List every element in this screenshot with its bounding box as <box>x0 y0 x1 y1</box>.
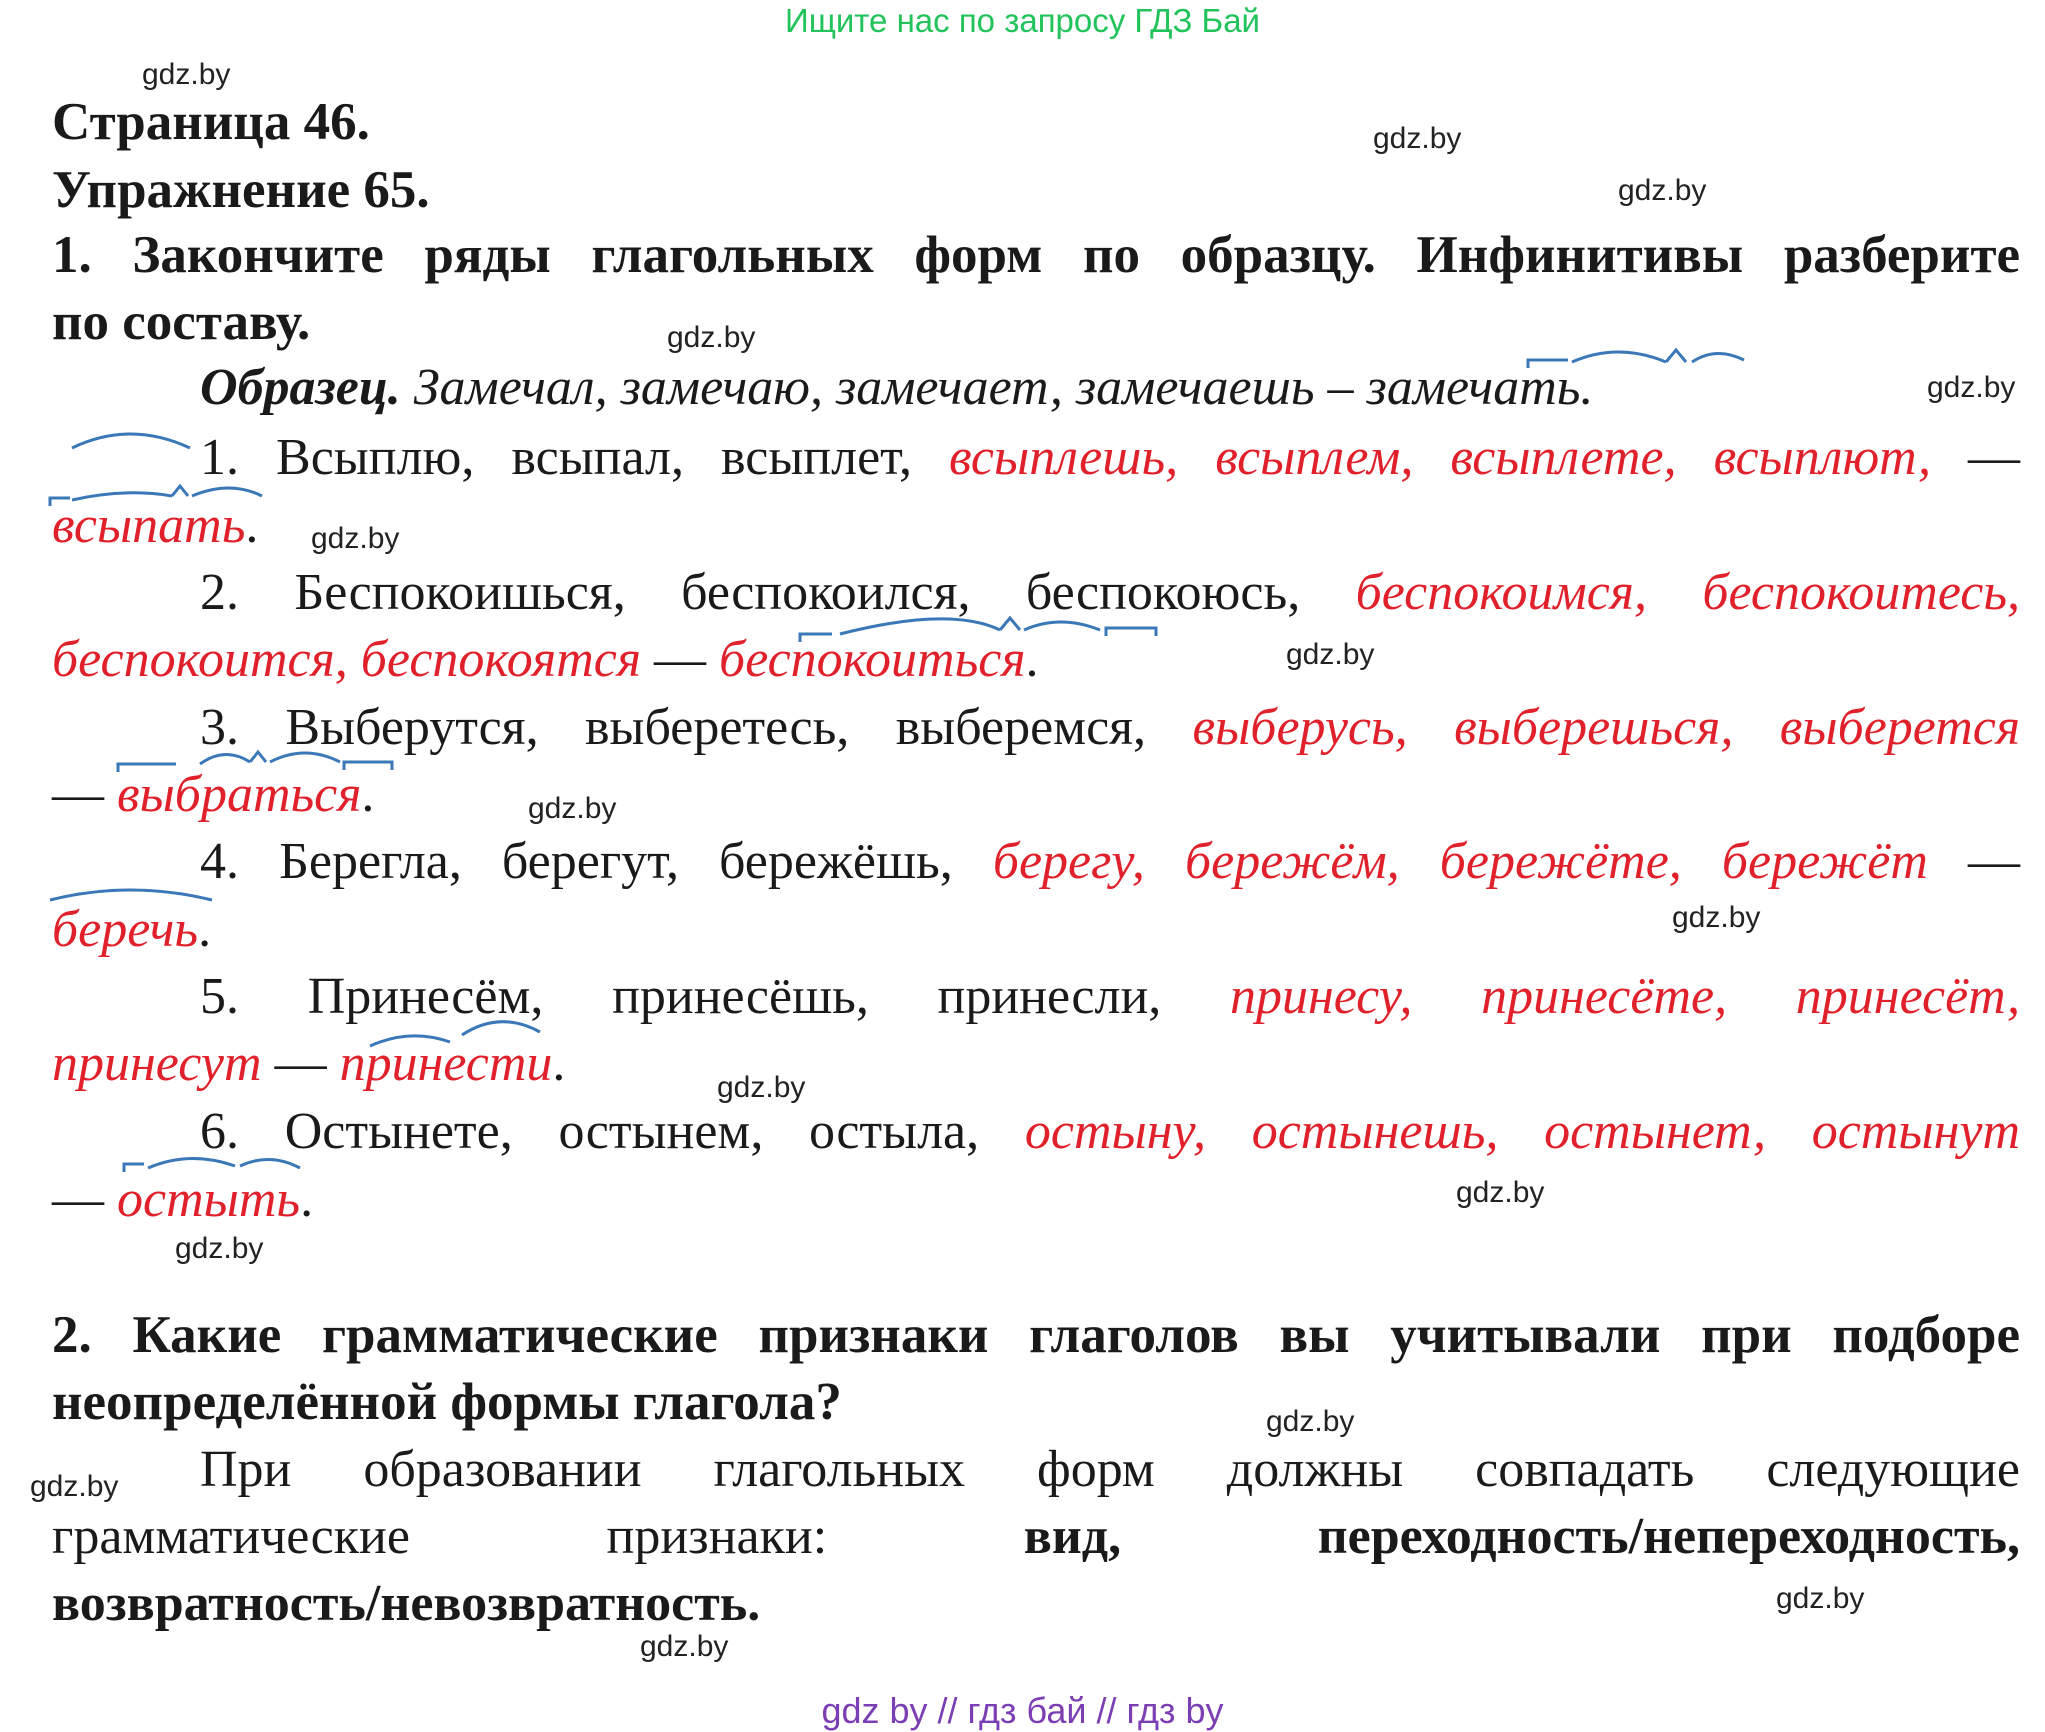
search-banner[interactable]: Ищите нас по запросу ГДЗ Бай <box>785 2 1260 39</box>
task2-answer-cont: возвратность/невозвратность. <box>52 1575 761 1632</box>
footer-links[interactable]: gdz by // гдз бай // гдз by <box>821 1690 1224 1731</box>
sample-text: Замечал, замечаю, замечает, замечаешь – замечать. <box>400 359 1594 416</box>
watermark: gdz.by <box>528 792 617 825</box>
watermark: gdz.by <box>311 522 400 555</box>
answer-forms: беспокоится, беспокоятся <box>52 631 642 688</box>
watermark: gdz.by <box>175 1232 264 1265</box>
watermark: gdz.by <box>1373 122 1462 155</box>
given-forms: 4. Берегла, берегут, бережёшь, <box>200 833 993 890</box>
period: . <box>300 1171 314 1228</box>
sample-label: Образец. <box>200 359 401 416</box>
task2-heading: 2. Какие грамматические признаки глаголов вы учитывали при подборе <box>52 1306 2020 1364</box>
watermark: gdz.by <box>30 1470 119 1503</box>
answer-forms: беспокоимся, беспокоитесь, <box>1355 564 2020 621</box>
period: . <box>552 1035 566 1092</box>
answer-forms: всыплешь, всыплем, всыплете, всыплют, <box>949 429 1931 486</box>
infinitive: принести <box>339 1035 553 1092</box>
infinitive: беспокоиться <box>719 631 1026 688</box>
answer-forms: принесу, принесёте, принесёт, <box>1229 968 2020 1025</box>
list-item-cont <box>52 765 374 824</box>
dash: — <box>1927 833 2020 890</box>
list-item <box>200 563 2020 622</box>
period: . <box>198 901 212 958</box>
watermark: gdz.by <box>142 58 231 91</box>
task2-heading-cont: неопределённой формы глагола? <box>52 1373 842 1431</box>
watermark: gdz.by <box>1776 1582 1865 1615</box>
dash: — <box>261 1035 340 1092</box>
answer-forms: берегу, бережём, бережёте, бережёт <box>992 833 1928 890</box>
infinitive: выбраться <box>117 766 362 823</box>
period: . <box>1025 631 1039 688</box>
dash: — <box>641 631 720 688</box>
watermark: gdz.by <box>1286 638 1375 671</box>
exercise-title: Упражнение 65. <box>52 161 430 219</box>
watermark: gdz.by <box>1456 1176 1545 1209</box>
list-item-cont <box>52 630 1039 689</box>
given-forms: 6. Остынете, остынем, остыла, <box>200 1103 1025 1160</box>
period: . <box>361 766 375 823</box>
watermark: gdz.by <box>1618 174 1707 207</box>
given-forms: 2. Беспокоишься, беспокоился, беспокоюсь, <box>200 564 1356 621</box>
given-forms: 3. Выберутся, выберетесь, выберемся, <box>200 699 1193 756</box>
dash: — <box>52 1171 117 1228</box>
list-item-cont <box>52 900 211 959</box>
given-forms: 1. Всыплю, всыпал, всыплет, <box>200 429 950 486</box>
period: . <box>245 497 259 554</box>
watermark: gdz.by <box>1672 901 1761 934</box>
watermark: gdz.by <box>717 1071 806 1104</box>
list-item <box>200 428 2020 487</box>
infinitive: всыпать <box>52 497 246 554</box>
list-item-cont <box>52 1170 313 1229</box>
answer-forms: выберусь, выберешься, выберется <box>1192 699 2021 756</box>
answer-text: грамматические признаки: <box>52 1508 1024 1565</box>
task1-heading-cont: по составу. <box>52 293 311 351</box>
list-item <box>200 1102 2020 1161</box>
watermark: gdz.by <box>1927 371 2016 404</box>
answer-forms: принесут <box>52 1035 262 1092</box>
watermark: gdz.by <box>640 1630 729 1663</box>
infinitive: беречь <box>52 901 199 958</box>
task1-heading: 1. Закончите ряды глагольных форм по образцу. Инфинитивы разберите <box>52 226 2020 284</box>
watermark: gdz.by <box>667 321 756 354</box>
given-forms: 5. Принесём, принесёшь, принесли, <box>200 968 1230 1025</box>
task2-answer: При образовании глагольных форм должны совпадать следующие <box>200 1441 2020 1498</box>
watermark: gdz.by <box>1266 1405 1355 1438</box>
list-item <box>200 967 2020 1026</box>
answer-bold: вид, переходность/непереходность, <box>1023 1508 2021 1565</box>
dash: — <box>1930 429 2021 486</box>
list-item-cont <box>52 496 258 555</box>
sample-line <box>200 358 1593 417</box>
list-item-cont <box>52 1034 565 1093</box>
task2-answer-cont <box>52 1507 2020 1566</box>
infinitive: остыть <box>117 1171 301 1228</box>
answer-forms: остыну, остынешь, остынет, остынут <box>1024 1103 2020 1160</box>
list-item <box>200 832 2020 891</box>
dash: — <box>52 766 117 823</box>
list-item <box>200 698 2020 757</box>
page-title: Страница 46. <box>52 93 370 151</box>
